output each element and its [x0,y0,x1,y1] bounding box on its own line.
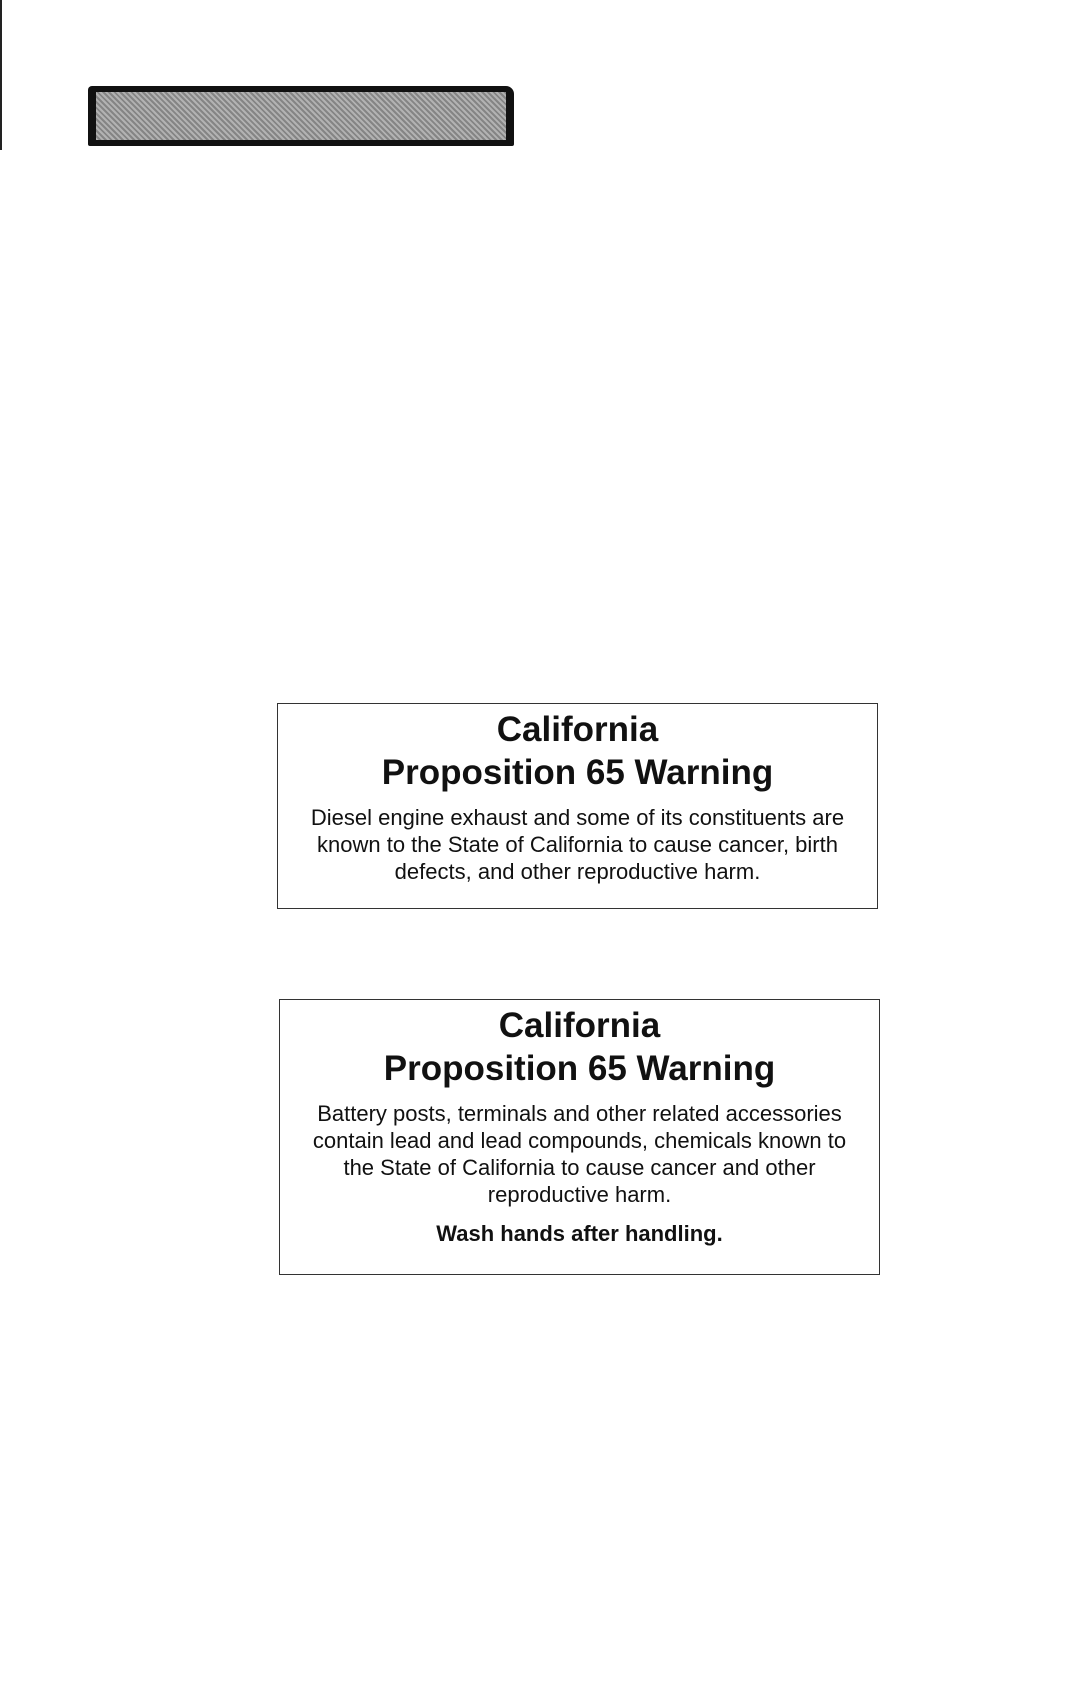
warning-title [280,1004,879,1090]
prop65-warning-diesel [277,703,878,909]
warning-note: Wash hands after handling. [436,1221,723,1246]
section-header-texture [96,92,506,140]
page-edge-mark [0,0,2,150]
warning-title-line1: California [496,710,659,749]
warning-title-line2: Proposition 65 Warning [383,1049,776,1088]
warning-body: Diesel engine exhaust and some of its constituents are known to the State of California to cause cancer, birth defects, and other reproductive harm. [310,805,845,884]
prop65-warning-battery [279,999,880,1275]
section-header-tab [88,86,514,146]
warning-title-line1: California [498,1006,661,1045]
warning-title [278,708,877,794]
warning-body: Battery posts, terminals and other related accessories contain lead and lead compounds, chemicals known to the State of California to cause cancer and other reproductive harm. [312,1101,847,1207]
warning-title-line2: Proposition 65 Warning [381,753,774,792]
